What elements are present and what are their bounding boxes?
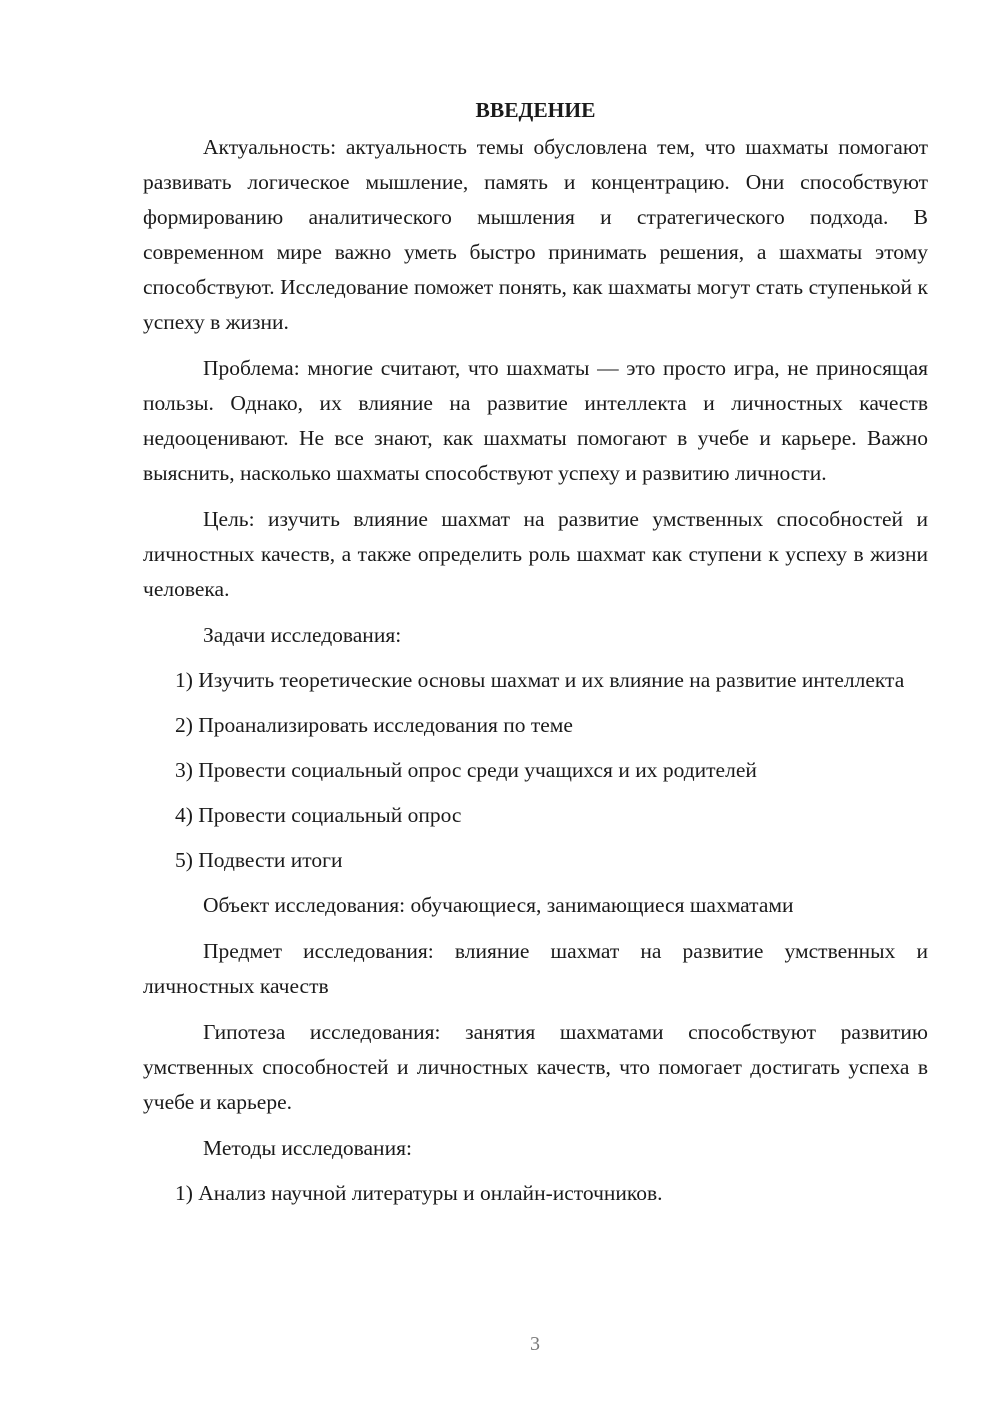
page-content [143,93,928,1221]
problem-paragraph: Проблема: многие считают, что шахматы — это просто игра, не приносящая пользы. Однако, их влияние на развитие интеллекта и личностных качеств недооценивают. Не все знают, как шахматы помогают в учебе и карьере. Важно выяснить, насколько шахматы способствуют успеху и развитию личности. [143,356,928,485]
tasks-heading: Задачи исследования: [203,623,402,647]
task-item-5: 5) Подвести итоги [175,848,343,872]
task-item-2: 2) Проанализировать исследования по теме [175,713,573,737]
methods-heading: Методы исследования: [203,1136,412,1160]
hypothesis-paragraph: Гипотеза исследования: занятия шахматами способствуют развитию умственных способностей и личностных качеств, что помогает достигать успеха в учебе и карьере. [143,1020,928,1114]
task-item-1: 1) Изучить теоретические основы шахмат и их влияние на развитие интеллекта [175,668,905,692]
section-title: ВВЕДЕНИЕ [475,98,596,122]
relevance-paragraph: Актуальность: актуальность темы обусловлена тем, что шахматы помогают развивать логическое мышление, память и концентрацию. Они способствуют формированию аналитического мышления и стратегического подхода. В современном мире важно уметь быстро принимать решения, а шахматы этому способствуют. Исследование поможет понять, как шахматы могут стать ступенькой к успеху в жизни. [143,135,928,334]
subject-paragraph: Предмет исследования: влияние шахмат на развитие умственных и личностных качеств [143,939,928,998]
task-item-3: 3) Провести социальный опрос среди учащихся и их родителей [175,758,757,782]
object-paragraph: Объект исследования: обучающиеся, занимающиеся шахматами [203,893,794,917]
task-item-4: 4) Провести социальный опрос [175,803,462,827]
method-item-1: 1) Анализ научной литературы и онлайн-источников. [175,1181,663,1205]
goal-paragraph: Цель: изучить влияние шахмат на развитие умственных способностей и личностных качеств, а также определить роль шахмат как ступени к успеху в жизни человека. [143,507,928,601]
page-number: 3 [530,1333,540,1355]
